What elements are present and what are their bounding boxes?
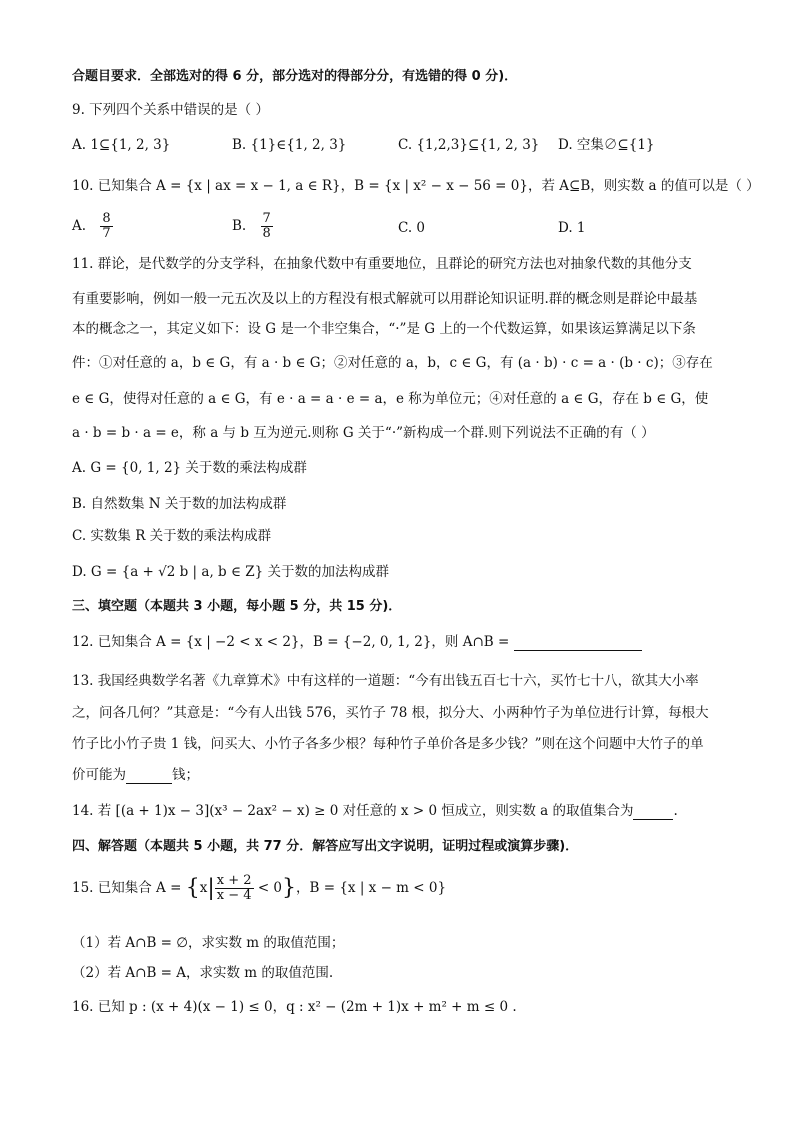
- q14-answer-blank[interactable]: [633, 805, 673, 820]
- q15-post: ，B = {x | x − m < 0}: [296, 880, 447, 896]
- q15-fraction-denominator: x − 4: [216, 888, 252, 903]
- q14: [72, 802, 678, 820]
- q12-answer-blank[interactable]: [514, 636, 642, 651]
- q10-option-c: C. 0: [398, 220, 426, 236]
- q15-part-2: （2）若 A∩B = A，求实数 m 的取值范围.: [72, 965, 334, 981]
- q11-line-5: e ∈ G，使得对任意的 a ∈ G，有 e · a = a · e = a，e 称为单位元；④对任意的 a ∈ G，存在 b ∈ G，使: [72, 391, 709, 407]
- q10-option-a-label: A.: [72, 218, 87, 234]
- q13-line-4-pre: 价可能为: [72, 767, 126, 783]
- q11-line-4: 件：①对任意的 a，b ∈ G，有 a · b ∈ G；②对任意的 a，b，c ∈ G，有 (a · b) · c = a · (b · c)；③存在: [72, 355, 713, 371]
- q9-option-b: B. {1}∈{1, 2, 3}: [232, 137, 347, 153]
- q11-option-a: A. G = {0, 1, 2} 关于数的乘法构成群: [72, 460, 307, 476]
- q11-line-2: 有重要影响，例如一般一元五次及以上的方程没有根式解就可以用群论知识证明.群的概念则是群论中最基: [72, 291, 698, 307]
- q13-answer-blank[interactable]: [126, 769, 172, 784]
- q10-option-b-fraction: [261, 212, 273, 241]
- q15-fraction: [215, 874, 254, 903]
- q10-option-a-fraction: [100, 212, 112, 241]
- q13-line-1: 13. 我国经典数学名著《九章算术》中有这样的一道题：“今有出钱五百七十六，买竹七十八，欲其大小率: [72, 673, 699, 689]
- q9-option-d: D. 空集∅⊆{1}: [558, 137, 655, 153]
- section-3-title: 三、填空题（本题共 3 小题，每小题 5 分，共 15 分)．: [72, 599, 402, 614]
- q15-fraction-numerator: x + 2: [216, 873, 252, 888]
- section-instructions: 合题目要求．全部选对的得 6 分，部分选对的得部分分，有选错的得 0 分)．: [72, 69, 518, 84]
- q13-line-2: 之，问各几何？”其意是：“今有人出钱 576，买竹子 78 根，拟分大、小两种竹子为单位进行计算，每根大: [72, 705, 709, 721]
- q10-option-a-denominator: 7: [102, 226, 111, 241]
- q15-open-brace: {: [185, 875, 200, 901]
- q10-option-a-numerator: 8: [102, 211, 111, 226]
- q15-part-1: （1）若 A∩B = ∅，求实数 m 的取值范围；: [72, 935, 345, 951]
- q14-end: .: [673, 803, 678, 819]
- q12-stem: 12. 已知集合 A = {x | −2 < x < 2}，B = {−2, 0, 1, 2}，则 A∩B =: [72, 634, 514, 650]
- q11-line-3: 本的概念之一，其定义如下：设 G 是一个非空集合，“·”是 G 上的一个代数运算，如果该运算满足以下条: [72, 321, 696, 337]
- q9-stem: 9. 下列四个关系中错误的是（ ）: [72, 102, 269, 118]
- q11-option-c: C. 实数集 R 关于数的乘法构成群: [72, 528, 272, 544]
- q13-line-3: 竹子比小竹子贵 1 钱，问买大、小竹子各多少根？每种竹子单价各是多少钱？”则在这个问题中大竹子的单: [72, 736, 704, 752]
- q15-stem: [72, 874, 446, 903]
- q11-line-1: 11. 群论，是代数学的分支学科，在抽象代数中有重要地位，且群论的研究方法也对抽象代数的其他分支: [72, 256, 692, 272]
- q10-stem: 10. 已知集合 A = {x | ax = x − 1, a ∈ R}，B = {x | x² − x − 56 = 0}，若 A⊆B，则实数 a 的值可以是（ ）: [72, 178, 760, 194]
- q10-option-b-label: B.: [232, 218, 247, 234]
- q15-bar: |: [207, 875, 215, 901]
- q15-pre: 15. 已知集合 A =: [72, 880, 186, 896]
- q10-option-b-denominator: 8: [262, 226, 271, 241]
- q10-option-b: [232, 212, 273, 241]
- q9-option-a: A. 1⊆{1, 2, 3}: [72, 137, 171, 153]
- q16-stem: 16. 已知 p : (x + 4)(x − 1) ≤ 0，q : x² − (2m + 1)x + m² + m ≤ 0 .: [72, 999, 517, 1015]
- q11-option-d: D. G = {a + √2 b | a, b ∈ Z} 关于数的加法构成群: [72, 564, 389, 580]
- section-4-title: 四、解答题（本题共 5 小题，共 77 分．解答应写出文字说明，证明过程或演算步骤)．: [72, 839, 579, 854]
- q11-option-b: B. 自然数集 N 关于数的加法构成群: [72, 496, 287, 512]
- q15-set-condition: < 0: [257, 880, 283, 896]
- q10-option-a: [72, 212, 113, 241]
- q11-line-6: a · b = b · a = e，称 a 与 b 互为逆元.则称 G 关于“·”新构成一个群.则下列说法不正确的有（ ）: [72, 425, 655, 441]
- q9-option-c: C. {1,2,3}⊆{1, 2, 3}: [398, 137, 540, 153]
- q14-stem: 14. 若 [(a + 1)x − 3](x³ − 2ax² − x) ≥ 0 对任意的 x > 0 恒成立，则实数 a 的取值集合为: [72, 803, 634, 819]
- q15-close-brace: }: [282, 875, 297, 901]
- q12: [72, 633, 642, 651]
- q13-line-4: [72, 766, 199, 784]
- q13-line-4-post: 钱；: [172, 767, 199, 783]
- q10-option-b-numerator: 7: [262, 211, 271, 226]
- q10-option-d: D. 1: [558, 220, 586, 236]
- q15-set-var: x: [199, 880, 208, 896]
